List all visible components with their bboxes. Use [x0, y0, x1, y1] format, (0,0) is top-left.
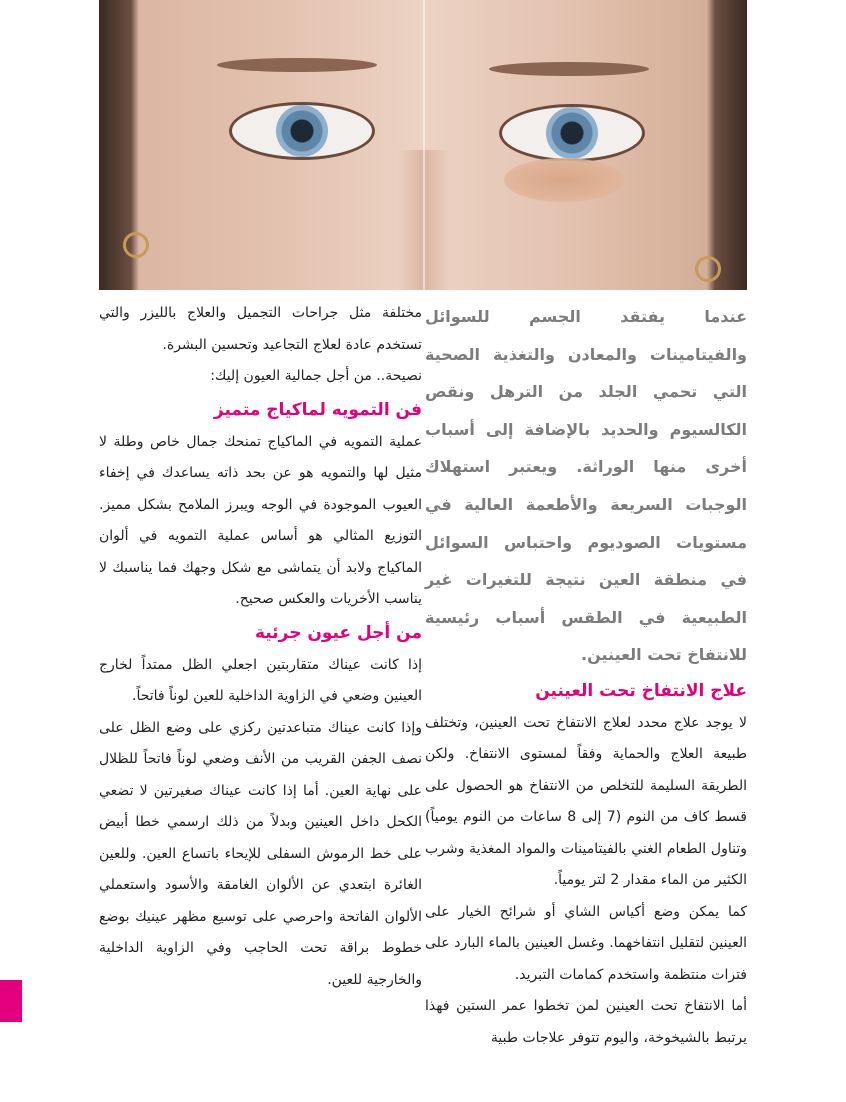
heading-camouflage: فن التمويه لماكياج متميز [213, 399, 422, 420]
left-earring [123, 232, 149, 258]
eyes-comparison-photo [99, 0, 747, 290]
heading-puffiness-treatment: علاج الانتفاخ تحت العينين [535, 680, 747, 701]
page-accent-bar [0, 980, 22, 1022]
paragraph: عملية التمويه في الماكياج تمنحك جمال خاص وطلة لا مثيل لها والتمويه هو عن بحد ذاته يساعدك في إخفاء العيوب الموجودة في الوجه ويبرز الملامح بشكل مميز. التوزيع المثالي هو أساس عملية التمويه في ألوان الماكياج ولابد أن يتماشى مع شكل وجهك فما يناسبك لا يناسب الأخريات والعكس صحيح. [99, 433, 422, 607]
left-column [99, 298, 422, 996]
left-eye [229, 102, 375, 160]
paragraph: كما يمكن وضع أكياس الشاي أو شرائح الخيار على العينين لتقليل انتفاخهما. وغسل العينين بالماء البارد على فترات منتظمة واستخدم كمامات التبريد. [425, 903, 747, 983]
right-column [425, 298, 747, 1054]
right-eye [499, 104, 645, 162]
heading-bold-eyes: من أجل عيون جرئية [254, 622, 422, 643]
paragraph: أما الانتفاخ تحت العينين لمن تخطوا عمر الستين فهذا يرتبط بالشيخوخة، واليوم تتوفر علاجات طبية [425, 998, 747, 1046]
left-iris [276, 105, 328, 157]
paragraph: وإذا كانت عيناك متباعدتين ركزي على وضع الظل على نصف الجفن القريب من الأنف وضعي لوناً فاتحاً للظلال على نهاية العين. أما إذا كانت عيناك صغيرتين لا تضعي الكحل داخل العينين وبدلاً من ذلك ارسمي خطا أبيض على خط الرموش السفلى للإيحاء باتساع العين. وللعين الغائرة ابتعدي عن الألوان الغامقة والأسود واستعملي الألوان الفاتحة واحرصي على توسيع مظهر عينيك بوضع خطوط براقة تحت الحاجب وفي الزاوية الداخلية والخارجية للعين. [99, 719, 422, 988]
paragraph: لا يوجد علاج محدد لعلاج الانتفاخ تحت العينين، وتختلف طبيعة العلاج والحماية وفقاً لمستوى الانتفاخ. ولكن الطريقة السليمة للتخلص من الانتفاخ هو الحصول على قسط كاف من النوم (7 إلى 8 ساعات من النوم يومياً) وتناول الطعام الغني بالفيتامينات والمواد المغذية وشرب الكثير من الماء مقدار 2 لتر يومياً. [425, 714, 747, 889]
paragraph: نصيحة.. من أجل جمالية العيون إليك: [210, 368, 422, 384]
under-eye-puffiness [504, 158, 624, 202]
right-earring [695, 256, 721, 282]
paragraph: مختلفة مثل جراحات التجميل والعلاج بالليزر والتي تستخدم عادة لعلاج التجاعيد وتحسين البشرة. [99, 305, 422, 353]
intro-paragraph: عندما يفتقد الجسم للسوائل والفيتامينات والمعادن والتغذية الصحية التي تحمي الجلد من الترهل ونقص الكالسيوم والحديد بالإضافة إلى أسباب أخرى منها الوراثة. ويعتبر استهلاك الوجبات السريعة والأطعمة العالية في مستويات الصوديوم واحتباس السوائل في منطقة العين نتيجة للتغيرات غير الطبيعية في الطقس أسباب رئيسية للانتفاخ تحت العينين. [425, 307, 747, 665]
left-eyebrow [217, 58, 377, 72]
right-eyebrow [489, 62, 649, 76]
hair-right [707, 0, 747, 290]
paragraph: إذا كانت عيناك متقاربتين اجعلي الظل ممتداً لخارج العينين وضعي في الزاوية الداخلية للعين لوناً فاتحاً. [99, 656, 422, 704]
right-iris [546, 107, 598, 159]
photo-divider [423, 0, 425, 290]
